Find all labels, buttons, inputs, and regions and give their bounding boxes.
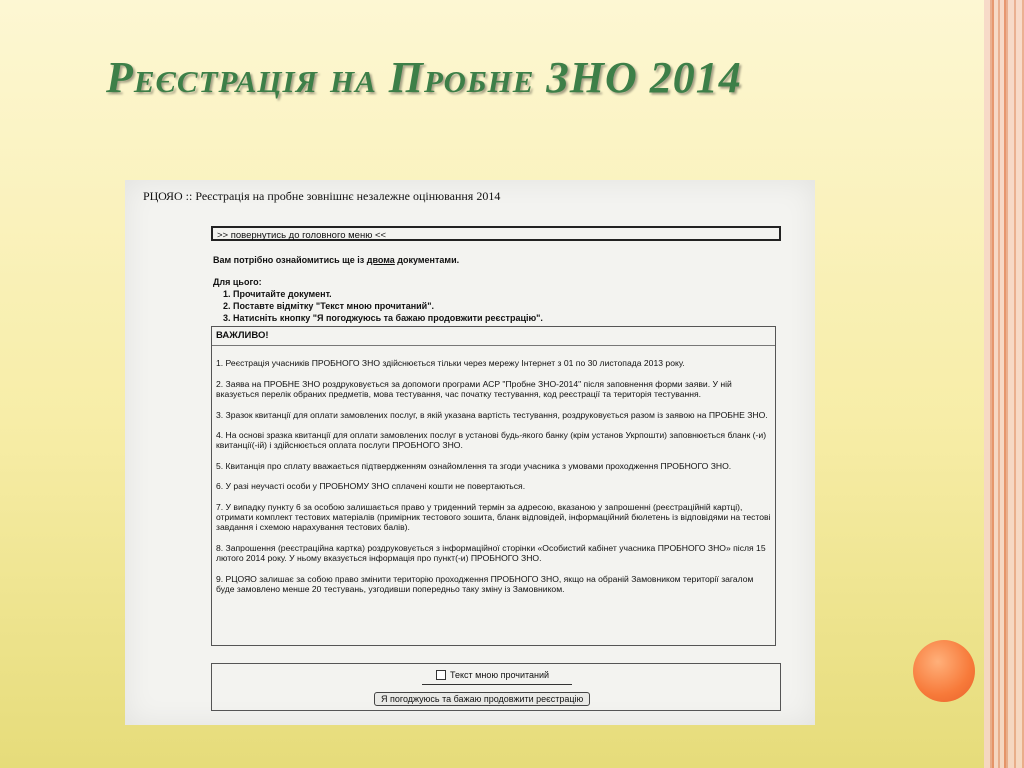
agreement-panel [211,663,781,711]
registration-screenshot [125,180,815,725]
notice-item: 3. Зразок квитанції для оплати замовлених послуг, в якій указана вартість тестування, роздруковується разом із заявою на ПРОБНЕ ЗНО. [216,409,768,420]
notice-item: 9. РЦОЯО залишає за собою право змінити територію проходження ПРОБНОГО ЗНО, якщо на обраній Замовником території загалом буде замовлено менше 20 тестувань, узгодивши попередньо таку зміну із Замовником. [216,573,754,595]
page-header: РЦОЯО :: Реєстрація на пробне зовнішнє незалежне оцінювання 2014 [143,189,501,203]
notice-item: 6. У разі неучасті особи у ПРОБНОМУ ЗНО сплачені кошти не повертаються. [216,481,526,492]
divider [212,345,775,346]
divider [422,684,572,685]
decorative-circle [913,640,975,702]
notice-item: 1. Реєстрація учасників ПРОБНОГО ЗНО здійснюється тільки через мережу Інтернет з 01 по 30 листопада 2013 року. [216,358,685,369]
agree-continue-button[interactable]: Я погоджуюсь та бажаю продовжити реєстрацію [374,692,590,706]
important-title: ВАЖЛИВО! [216,330,269,341]
for-this-label: Для цього: [213,277,262,287]
two-documents-link[interactable]: двома [366,255,395,265]
steps-list [223,288,543,324]
checkbox-label: Текст мною прочитаний [450,670,550,680]
step-item: 3. Натисніть кнопку "Я погоджуюсь та бажаю продовжити реєстрацію". [223,313,543,323]
notice-item: 2. Заява на ПРОБНЕ ЗНО роздруковується за допомоги програми АСР "Пробне ЗНО-2014" після заповнення форми заяви. У ній вказується перелік обраних предметів, мова тестування, час початку тестування, код реєстрації та територія тестування. [216,378,732,400]
read-confirmation[interactable] [436,670,549,680]
read-checkbox[interactable] [436,670,446,680]
notice-item: 8. Запрошення (реєстраційна картка) роздруковується з інформаційної сторінки «Особистий кабінет учасника ПРОБНОГО ЗНО» після 15 лютого 2014 року. У ньому вказується інформація про пункт(-и) ПРОБНОГО ЗНО. [216,542,766,564]
stripe-line [992,0,994,768]
instructions [213,254,543,324]
notice-item: 4. На основі зразка квитанції для оплати замовлених послуг в установі будь-якого банку (крім установ Укрпошти) заповнюється бланк (-и) квитанції(-ій) і здійснюється оплата послуги ПРОБНОГО ЗНО. [216,430,767,451]
intro-text: Вам потрібно ознайомитись ще із двома документами. [213,255,460,265]
decorative-stripe [984,0,1024,768]
notice-item: 7. У випадку пункту 6 за особою залишається право у триденний термін за адресою, вказаною у запрошенні (реєстраційній картці), отримати комплект тестових матеріалів (примірник тестового зошита, бланк відповідей, інформаційний бюлетень із відповідями на тестові завдання і схемою нарахування тестових балів). [216,501,771,533]
stripe-line [1004,0,1006,768]
step-item: 2. Поставте відмітку "Текст мною прочитаний". [223,301,434,311]
step-item: 1. Прочитайте документ. [223,289,332,299]
notice-item: 5. Квитанція про сплату вважається підтвердженням ознайомлення та згоди учасника з умовами проходження ПРОБНОГО ЗНО. [216,460,732,471]
back-to-menu-link[interactable]: >> повернутись до головного меню << [211,226,781,241]
important-notice [211,326,776,646]
slide-title: Реєстрація на Пробне ЗНО 2014 [106,53,742,102]
